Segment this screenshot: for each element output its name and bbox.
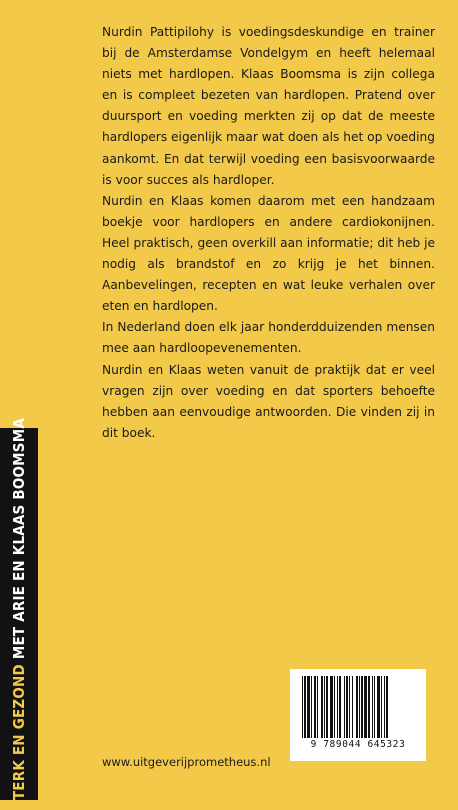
back-cover-blurb <box>102 22 435 444</box>
barcode-bar <box>356 676 358 738</box>
barcode-bar <box>326 676 328 738</box>
barcode-bar <box>317 676 318 738</box>
barcode-bar <box>361 676 363 738</box>
barcode-bar <box>381 676 382 738</box>
barcode-bar <box>364 676 367 738</box>
barcode-bar <box>386 676 388 738</box>
barcode-bar <box>359 676 360 738</box>
barcode-bar <box>337 676 338 738</box>
barcode-bar <box>374 676 375 738</box>
barcode-bar <box>302 676 303 738</box>
barcode-bar <box>346 676 348 738</box>
publisher-website: www.uitgeverijprometheus.nl <box>102 755 271 769</box>
barcode-bar <box>324 676 325 738</box>
spine-title-series: STERK EN GEZOND <box>10 664 28 810</box>
barcode-bar <box>321 676 323 738</box>
blurb-paragraph: Nurdin en Klaas weten vanuit de praktijk dat er veel vragen zijn over voeding en dat sporters behoefte hebben aan eenvoudige antwoorden. Die vinden zij in dit boek. <box>102 362 435 440</box>
barcode-bar <box>330 676 333 738</box>
barcode-bar <box>307 676 310 738</box>
blurb-paragraph: Nurdin Pattipilohy is voedingsdeskundige en trainer bij de Amsterdamse Vondelgym en heeft helemaal niets met hardlopen. Klaas Boomsma is zijn collega en is compleet bezeten van hardlopen. Pratend over duursport en voeding merkten zij op dat de meeste hardlopers eigenlijk maar wat doen als het op voeding aankomt. En dat terwijl voeding een basisvoorwaarde is voor succes als hardloper. <box>102 25 435 187</box>
barcode-bar <box>339 676 341 738</box>
barcode-bar <box>314 676 316 738</box>
barcode-bar <box>304 676 306 738</box>
barcode-bar <box>349 676 350 738</box>
barcode-bar <box>384 676 385 738</box>
blurb-paragraph: In Nederland doen elk jaar honderdduizenden mensen mee aan hardloopevenementen. <box>102 320 435 356</box>
barcode-bar <box>344 676 345 738</box>
book-spine <box>0 0 38 810</box>
barcode-bar <box>334 676 335 738</box>
barcode-bar <box>368 676 370 738</box>
barcode-bars <box>300 676 416 738</box>
barcode-bar <box>372 676 373 738</box>
spine-title-authors: MET ARIE EN KLAAS BOOMSMA <box>10 417 28 660</box>
barcode-bar <box>352 676 353 738</box>
blurb-paragraph: Nurdin en Klaas komen daarom met een handzaam boekje voor hardlopers en andere cardiokonijnen. Heel praktisch, geen overkill aan informatie; dit heb je nodig als brandstof en zo krijg je het binnen. Aanbevelingen, recepten en wat leuke verhalen over eten en hardlopen. <box>102 193 435 314</box>
barcode-bar <box>311 676 312 738</box>
isbn-number: 9 789044 645323 <box>310 739 406 750</box>
spine-title <box>10 418 28 810</box>
barcode-bar <box>377 676 380 738</box>
barcode <box>290 669 426 761</box>
